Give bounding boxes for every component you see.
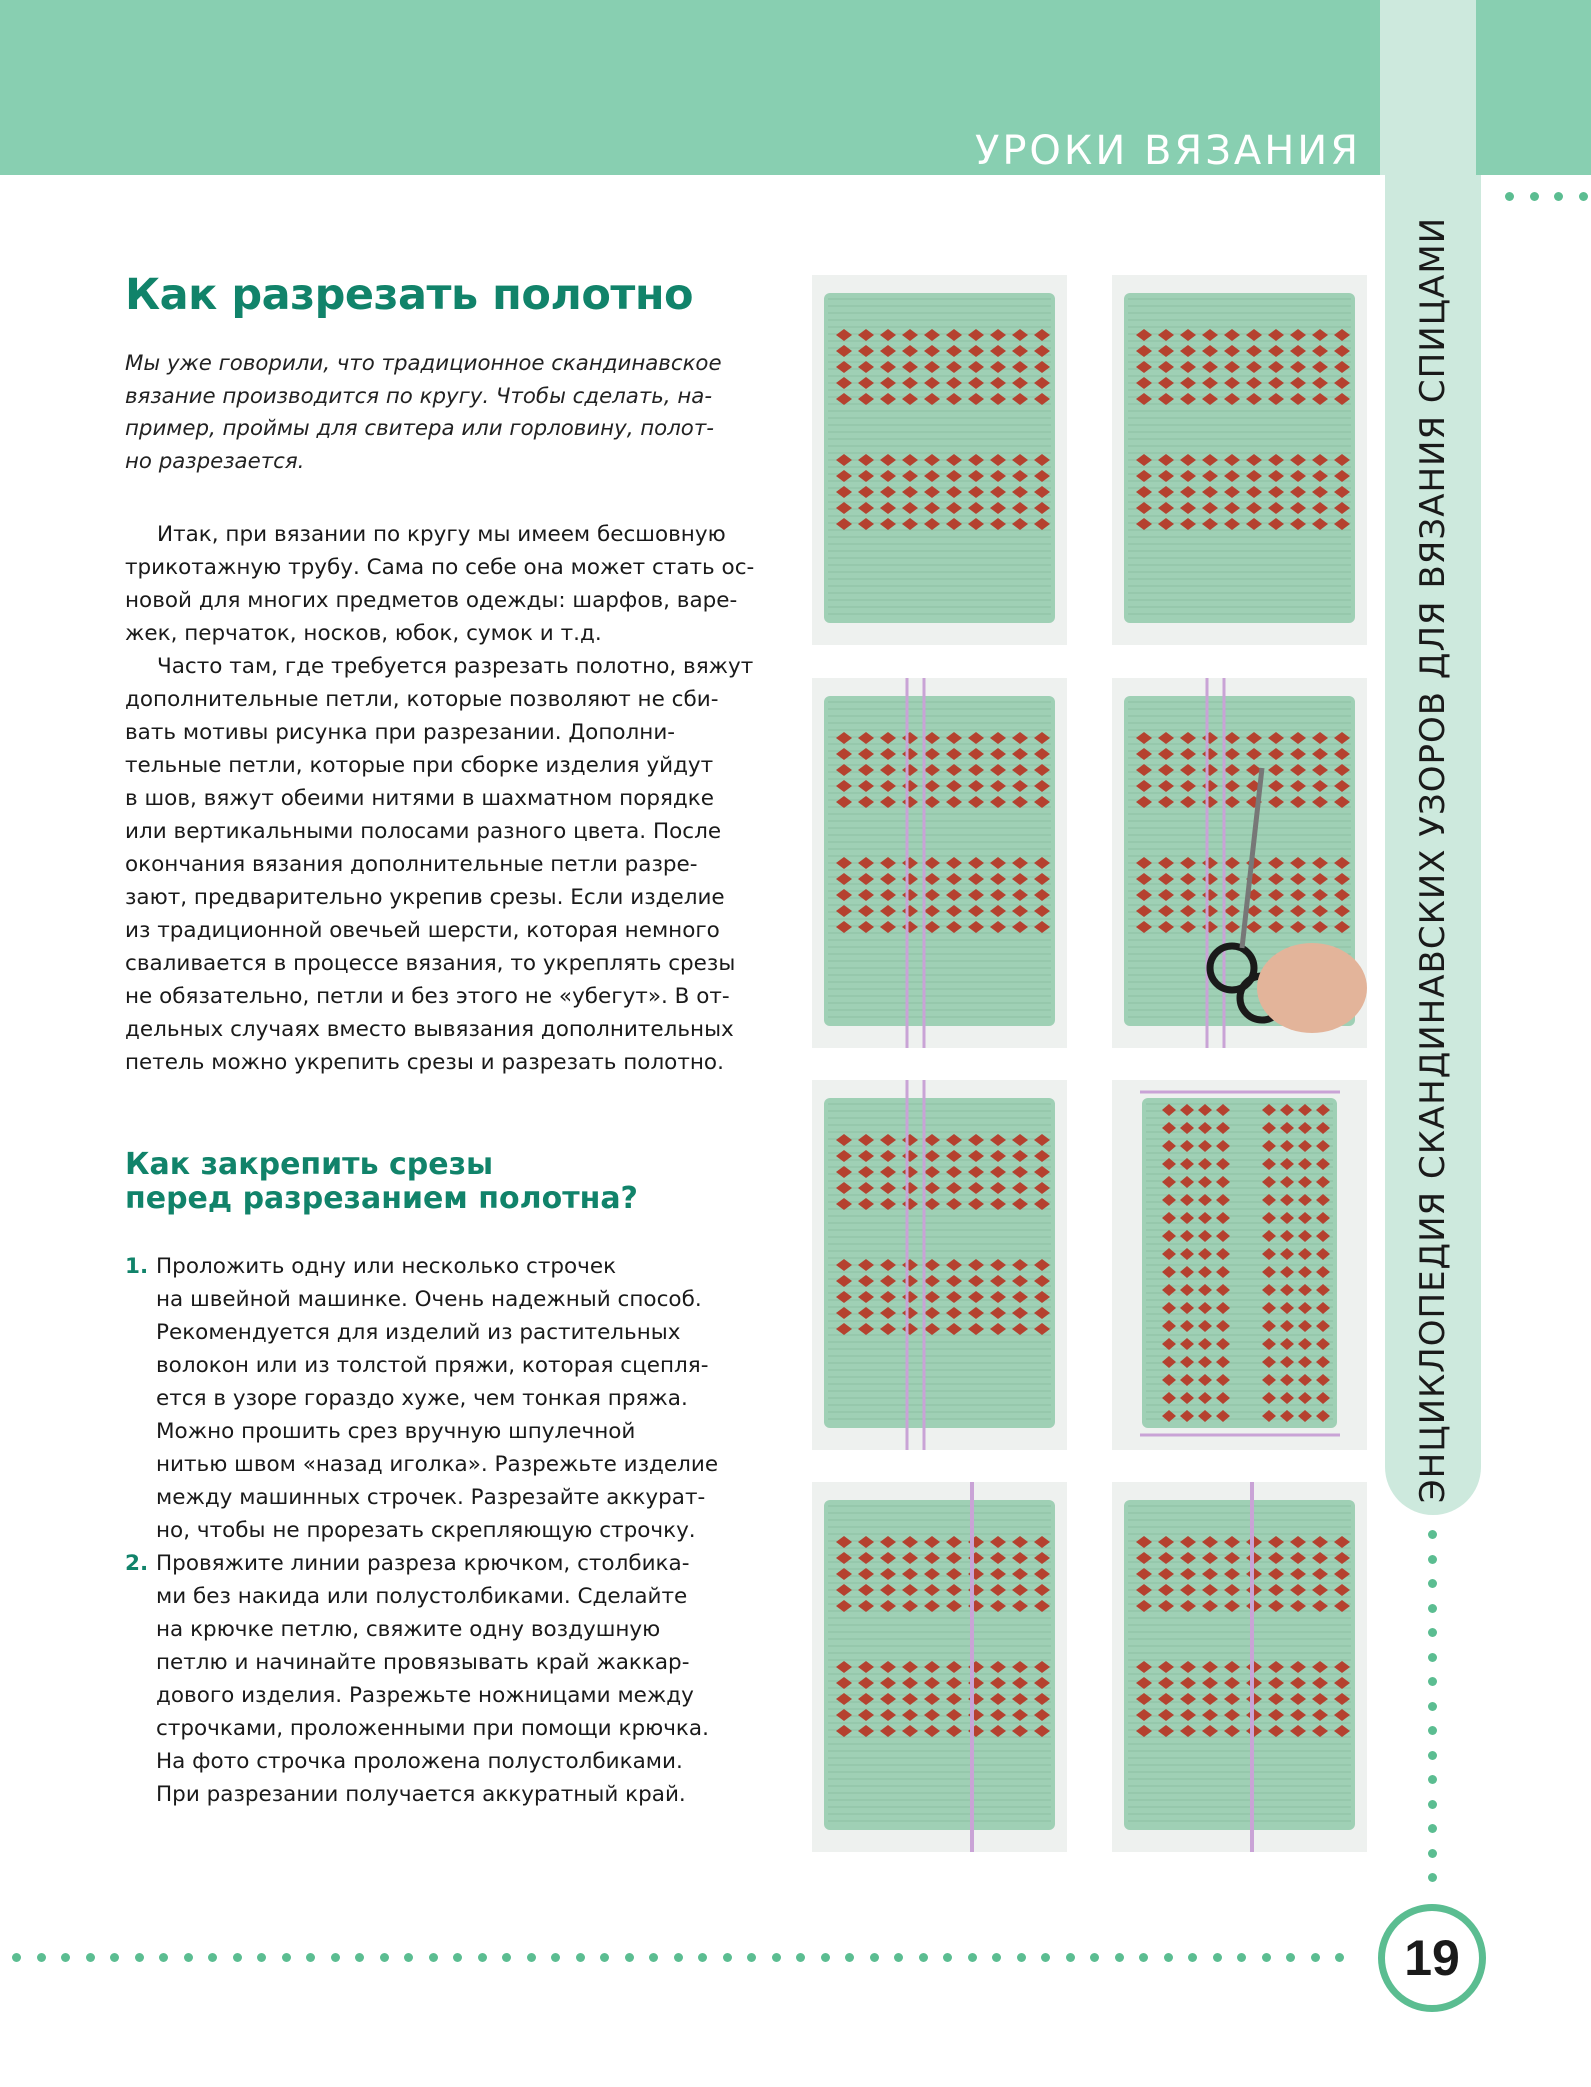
dot bbox=[527, 192, 536, 201]
dot bbox=[1579, 192, 1588, 201]
dot bbox=[1428, 1530, 1437, 1539]
dot bbox=[1505, 192, 1514, 201]
body-line: жек, перчаток, носков, юбок, сумок и т.д. bbox=[125, 621, 602, 646]
step-line: на крючке петлю, свяжите одну воздушную bbox=[156, 1617, 661, 1642]
body-line: окончания вязания дополнительные петли разре- bbox=[125, 852, 698, 877]
step-line: ми без накида или полустолбиками. Сделайте bbox=[156, 1584, 688, 1609]
dot bbox=[37, 1953, 46, 1962]
dot bbox=[12, 192, 21, 201]
dot bbox=[943, 1953, 952, 1962]
dot bbox=[135, 192, 144, 201]
steps-list bbox=[125, 1250, 765, 1811]
body-line: петель можно укрепить срезы и разрезать полотно. bbox=[125, 1050, 724, 1075]
step-number: 1. bbox=[125, 1254, 149, 1279]
dot bbox=[674, 192, 683, 201]
knit-swatch-image bbox=[812, 275, 1067, 645]
dot bbox=[1428, 1726, 1437, 1735]
dot bbox=[1139, 1953, 1148, 1962]
dot bbox=[723, 192, 732, 201]
dot bbox=[649, 192, 658, 201]
dot bbox=[404, 1953, 413, 1962]
dot bbox=[331, 192, 340, 201]
dot bbox=[600, 192, 609, 201]
dot bbox=[1066, 192, 1075, 201]
dot bbox=[306, 1953, 315, 1962]
dot bbox=[576, 192, 585, 201]
dot bbox=[135, 1953, 144, 1962]
step-line: ется в узоре гораздо хуже, чем тонкая пряжа. bbox=[156, 1386, 688, 1411]
step-line: Провяжите линии разреза крючком, столбика- bbox=[156, 1551, 690, 1576]
side-book-title: ЭНЦИКЛОПЕДИЯ СКАНДИНАВСКИХ УЗОРОВ ДЛЯ ВЯЗАНИЯ СПИЦАМИ bbox=[1413, 216, 1453, 1504]
dot bbox=[1115, 192, 1124, 201]
list-item bbox=[125, 1250, 765, 1547]
dot bbox=[747, 1953, 756, 1962]
photo-crochet-edge-1 bbox=[812, 1482, 1067, 1852]
dot bbox=[1428, 1653, 1437, 1662]
step-line: на швейной машинке. Очень надежный способ. bbox=[156, 1287, 702, 1312]
dot bbox=[1530, 192, 1539, 201]
dot bbox=[796, 192, 805, 201]
body-line: трикотажную трубу. Сама по себе она может стать ос- bbox=[125, 555, 755, 580]
dot bbox=[502, 192, 511, 201]
dot bbox=[1188, 1953, 1197, 1962]
dot bbox=[919, 192, 928, 201]
dot bbox=[968, 192, 977, 201]
article-intro bbox=[125, 348, 755, 478]
dot bbox=[649, 1953, 658, 1962]
dot bbox=[821, 1953, 830, 1962]
dot bbox=[282, 192, 291, 201]
dot bbox=[796, 1953, 805, 1962]
dot bbox=[723, 1953, 732, 1962]
dot bbox=[1428, 1751, 1437, 1760]
body-line: Часто там, где требуется разрезать полотно, вяжут bbox=[157, 654, 754, 679]
dot bbox=[1428, 1800, 1437, 1809]
dot bbox=[355, 1953, 364, 1962]
dot bbox=[1164, 192, 1173, 201]
step-line: между машинных строчек. Разрезайте аккурат- bbox=[156, 1485, 706, 1510]
photo-knit-swatch-2 bbox=[1112, 275, 1367, 645]
dot bbox=[257, 192, 266, 201]
dot bbox=[380, 1953, 389, 1962]
intro-line: но разрезается. bbox=[125, 448, 305, 474]
dot bbox=[1428, 1604, 1437, 1613]
dot bbox=[257, 1953, 266, 1962]
dot bbox=[527, 1953, 536, 1962]
step-number: 2. bbox=[125, 1551, 149, 1576]
intro-line: Мы уже говорили, что традиционное скандинавское bbox=[125, 351, 722, 376]
dot bbox=[1428, 1628, 1437, 1637]
body-line: тельные петли, которые при сборке изделия уйдут bbox=[125, 753, 714, 778]
dot bbox=[1237, 192, 1246, 201]
body-line: вать мотивы рисунка при разрезании. Дополни- bbox=[125, 720, 676, 745]
article-body bbox=[125, 518, 755, 1079]
dot bbox=[1286, 192, 1295, 201]
dot bbox=[208, 1953, 217, 1962]
dot bbox=[502, 1953, 511, 1962]
article-title: Как разрезать полотно bbox=[125, 270, 694, 320]
dotted-divider-bottom bbox=[12, 1953, 1360, 1962]
dot bbox=[233, 1953, 242, 1962]
dot bbox=[1139, 192, 1148, 201]
page-number: 19 bbox=[1404, 1930, 1460, 1986]
dot bbox=[919, 1953, 928, 1962]
dot bbox=[1213, 192, 1222, 201]
dot bbox=[772, 1953, 781, 1962]
dot bbox=[1428, 1555, 1437, 1564]
dot bbox=[1286, 1953, 1295, 1962]
dot bbox=[86, 192, 95, 201]
knit-swatch-image bbox=[812, 1080, 1067, 1450]
dot bbox=[943, 192, 952, 201]
intro-line: вязание производится по кругу. Чтобы сделать, на- bbox=[125, 383, 713, 409]
dot bbox=[1041, 1953, 1050, 1962]
list-item bbox=[125, 1547, 765, 1811]
dot bbox=[625, 192, 634, 201]
body-line: сваливается в процессе вязания, то укреплять срезы bbox=[125, 951, 736, 976]
dot bbox=[674, 1953, 683, 1962]
dot bbox=[1311, 1953, 1320, 1962]
step-line: дового изделия. Разрежьте ножницами между bbox=[156, 1683, 694, 1708]
dot bbox=[1262, 1953, 1271, 1962]
body-line: или вертикальными полосами разного цвета. После bbox=[125, 819, 722, 844]
step-line: волокон или из толстой пряжи, которая сцепля- bbox=[156, 1353, 709, 1378]
body-line: дополнительные петли, которые позволяют не сби- bbox=[125, 687, 719, 712]
dot bbox=[772, 192, 781, 201]
dot bbox=[331, 1953, 340, 1962]
dot bbox=[698, 192, 707, 201]
body-line: из традиционной овечьей шерсти, которая немного bbox=[125, 918, 720, 943]
dot bbox=[184, 192, 193, 201]
step-line: строчками, проложенными при помощи крючка. bbox=[156, 1716, 709, 1741]
dot bbox=[159, 1953, 168, 1962]
knit-swatch-image bbox=[1112, 275, 1367, 645]
dot bbox=[1237, 1953, 1246, 1962]
dot bbox=[429, 1953, 438, 1962]
section-subtitle bbox=[125, 1148, 638, 1216]
dot bbox=[1090, 192, 1099, 201]
photo-stitched-cut bbox=[812, 1080, 1067, 1450]
dot bbox=[1428, 1677, 1437, 1686]
dot bbox=[12, 1953, 21, 1962]
knit-swatch-image bbox=[812, 1482, 1067, 1852]
photo-knit-swatch-1 bbox=[812, 275, 1067, 645]
step-line: Рекомендуется для изделий из растительных bbox=[156, 1320, 681, 1345]
body-line: в шов, вяжут обеими нитями в шахматном порядке bbox=[125, 786, 715, 811]
dot bbox=[159, 192, 168, 201]
dot bbox=[1188, 192, 1197, 201]
dot bbox=[404, 192, 413, 201]
dotted-divider-side bbox=[1428, 1530, 1437, 1898]
photo-crochet-edge-2 bbox=[1112, 1482, 1367, 1852]
dot bbox=[61, 1953, 70, 1962]
dot bbox=[478, 192, 487, 201]
dot bbox=[625, 1953, 634, 1962]
dot bbox=[61, 192, 70, 201]
body-line: зают, предварительно укрепив срезы. Если изделие bbox=[125, 885, 725, 910]
dot bbox=[380, 192, 389, 201]
dot bbox=[1115, 1953, 1124, 1962]
step-line: На фото строчка проложена полустолбиками. bbox=[156, 1749, 683, 1774]
photo-knit-swatch-3 bbox=[812, 678, 1067, 1048]
dot bbox=[992, 192, 1001, 201]
dot bbox=[429, 192, 438, 201]
dot bbox=[1554, 192, 1563, 201]
dot bbox=[1335, 1953, 1344, 1962]
dot bbox=[551, 192, 560, 201]
step-line: При разрезании получается аккуратный край. bbox=[156, 1782, 686, 1807]
knit-swatch-image bbox=[1112, 1080, 1367, 1450]
dot bbox=[870, 1953, 879, 1962]
dot bbox=[1428, 1775, 1437, 1784]
dot bbox=[1262, 192, 1271, 201]
dot bbox=[870, 192, 879, 201]
dot bbox=[1164, 1953, 1173, 1962]
dot bbox=[894, 1953, 903, 1962]
dot bbox=[453, 1953, 462, 1962]
dot bbox=[1335, 192, 1344, 201]
knit-swatch-image bbox=[1112, 678, 1367, 1048]
dot bbox=[282, 1953, 291, 1962]
photo-cutting-scissors bbox=[1112, 678, 1367, 1048]
subtitle-line: перед разрезанием полотна? bbox=[125, 1181, 638, 1216]
body-line: дельных случаях вместо вывязания дополнительных bbox=[125, 1017, 734, 1042]
step-line: но, чтобы не прорезать скрепляющую строчку. bbox=[156, 1518, 696, 1543]
dot bbox=[233, 192, 242, 201]
side-strip-top bbox=[1380, 0, 1476, 175]
dot bbox=[208, 192, 217, 201]
dot bbox=[1213, 1953, 1222, 1962]
knit-swatch-image bbox=[812, 678, 1067, 1048]
dot bbox=[1428, 1579, 1437, 1588]
dot bbox=[845, 192, 854, 201]
dot bbox=[968, 1953, 977, 1962]
dot bbox=[1017, 192, 1026, 201]
dot bbox=[453, 192, 462, 201]
dot bbox=[110, 1953, 119, 1962]
dot bbox=[1090, 1953, 1099, 1962]
dot bbox=[86, 1953, 95, 1962]
body-line: новой для многих предметов одежды: шарфов, варе- bbox=[125, 588, 738, 613]
step-line: Можно прошить срез вручную шпулечной bbox=[156, 1419, 636, 1444]
dot bbox=[1428, 1824, 1437, 1833]
body-line: не обязательно, петли и без этого не «убегут». В от- bbox=[125, 984, 730, 1009]
dot bbox=[747, 192, 756, 201]
intro-line: пример, проймы для свитера или горловину, полот- bbox=[125, 416, 714, 441]
photo-opened-panel bbox=[1112, 1080, 1367, 1450]
dot bbox=[1066, 1953, 1075, 1962]
dot bbox=[184, 1953, 193, 1962]
dot bbox=[1041, 192, 1050, 201]
dot bbox=[845, 1953, 854, 1962]
dot bbox=[600, 1953, 609, 1962]
dot bbox=[355, 192, 364, 201]
dot bbox=[1311, 192, 1320, 201]
dot bbox=[1428, 1873, 1437, 1882]
dot bbox=[1428, 1849, 1437, 1858]
dot bbox=[894, 192, 903, 201]
dot bbox=[1017, 1953, 1026, 1962]
dot bbox=[1360, 192, 1369, 201]
step-line: Проложить одну или несколько строчек bbox=[156, 1254, 617, 1279]
section-title: УРОКИ ВЯЗАНИЯ bbox=[974, 128, 1361, 174]
dot bbox=[110, 192, 119, 201]
dot bbox=[698, 1953, 707, 1962]
subtitle-line: Как закрепить срезы bbox=[125, 1147, 494, 1182]
dotted-divider-top-right bbox=[1505, 192, 1591, 201]
page-number-badge bbox=[1378, 1904, 1486, 2012]
knit-swatch-image bbox=[1112, 1482, 1367, 1852]
dot bbox=[992, 1953, 1001, 1962]
step-line: нитью швом «назад иголка». Разрежьте изделие bbox=[156, 1452, 719, 1477]
dot bbox=[821, 192, 830, 201]
dot bbox=[306, 192, 315, 201]
dot bbox=[576, 1953, 585, 1962]
dot bbox=[1428, 1702, 1437, 1711]
dotted-divider-top bbox=[12, 192, 1458, 201]
body-line: Итак, при вязании по кругу мы имеем бесшовную bbox=[157, 522, 726, 547]
dot bbox=[551, 1953, 560, 1962]
step-line: петлю и начинайте провязывать край жаккар- bbox=[156, 1650, 690, 1675]
dot bbox=[478, 1953, 487, 1962]
dot bbox=[37, 192, 46, 201]
